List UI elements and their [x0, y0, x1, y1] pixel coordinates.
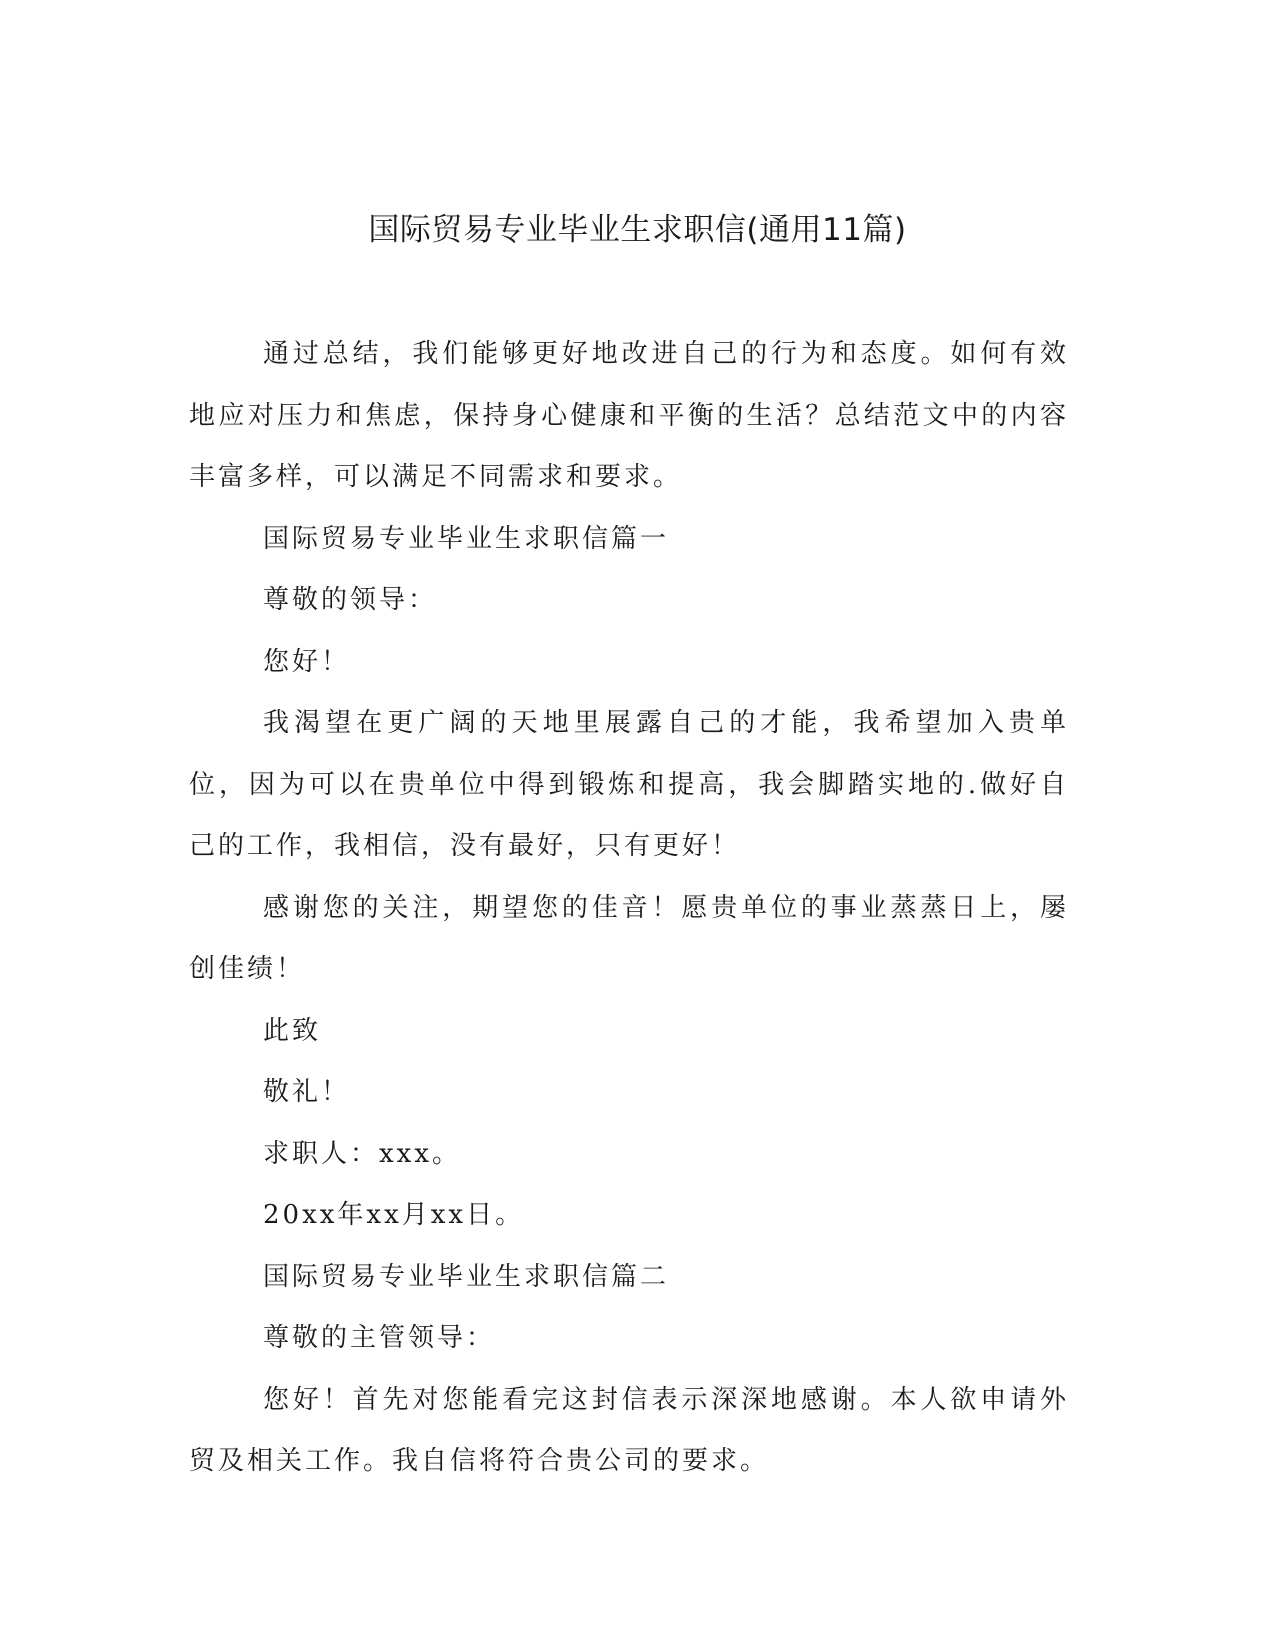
salutation-1: 尊敬的领导： [263, 585, 438, 615]
section-heading-1: 国际贸易专业毕业生求职信篇一 [263, 523, 670, 554]
salutation-2: 尊敬的主管领导： [263, 1323, 496, 1353]
closing-line-1: 此致 [263, 1015, 322, 1046]
date-line: 20xx年xx月xx日。 [263, 1200, 525, 1230]
body-paragraph-2: 感谢您的关注，期望您的佳音！愿贵单位的事业蒸蒸日上，屡创佳绩！ [189, 892, 1069, 984]
document-body [189, 324, 1069, 1493]
closing-line-2: 敬礼！ [263, 1077, 351, 1107]
greeting-1: 您好！ [263, 646, 351, 677]
body-paragraph-1: 我渴望在更广阔的天地里展露自己的才能，我希望加入贵单位，因为可以在贵单位中得到锻炼和提高，我会脚踏实地的.做好自己的工作，我相信，没有最好，只有更好！ [189, 708, 1069, 861]
signature-line: 求职人：xxx。 [263, 1138, 461, 1169]
body-paragraph-3: 您好！首先对您能看完这封信表示深深地感谢。本人欲申请外贸及相关工作。我自信将符合贵公司的要求。 [189, 1384, 1069, 1476]
section-heading-2: 国际贸易专业毕业生求职信篇二 [263, 1261, 670, 1292]
intro-paragraph: 通过总结，我们能够更好地改进自己的行为和态度。如何有效地应对压力和焦虑，保持身心健康和平衡的生活？总结范文中的内容丰富多样，可以满足不同需求和要求。 [189, 339, 1069, 492]
document-title: 国际贸易专业毕业生求职信(通用11篇) [368, 212, 907, 248]
